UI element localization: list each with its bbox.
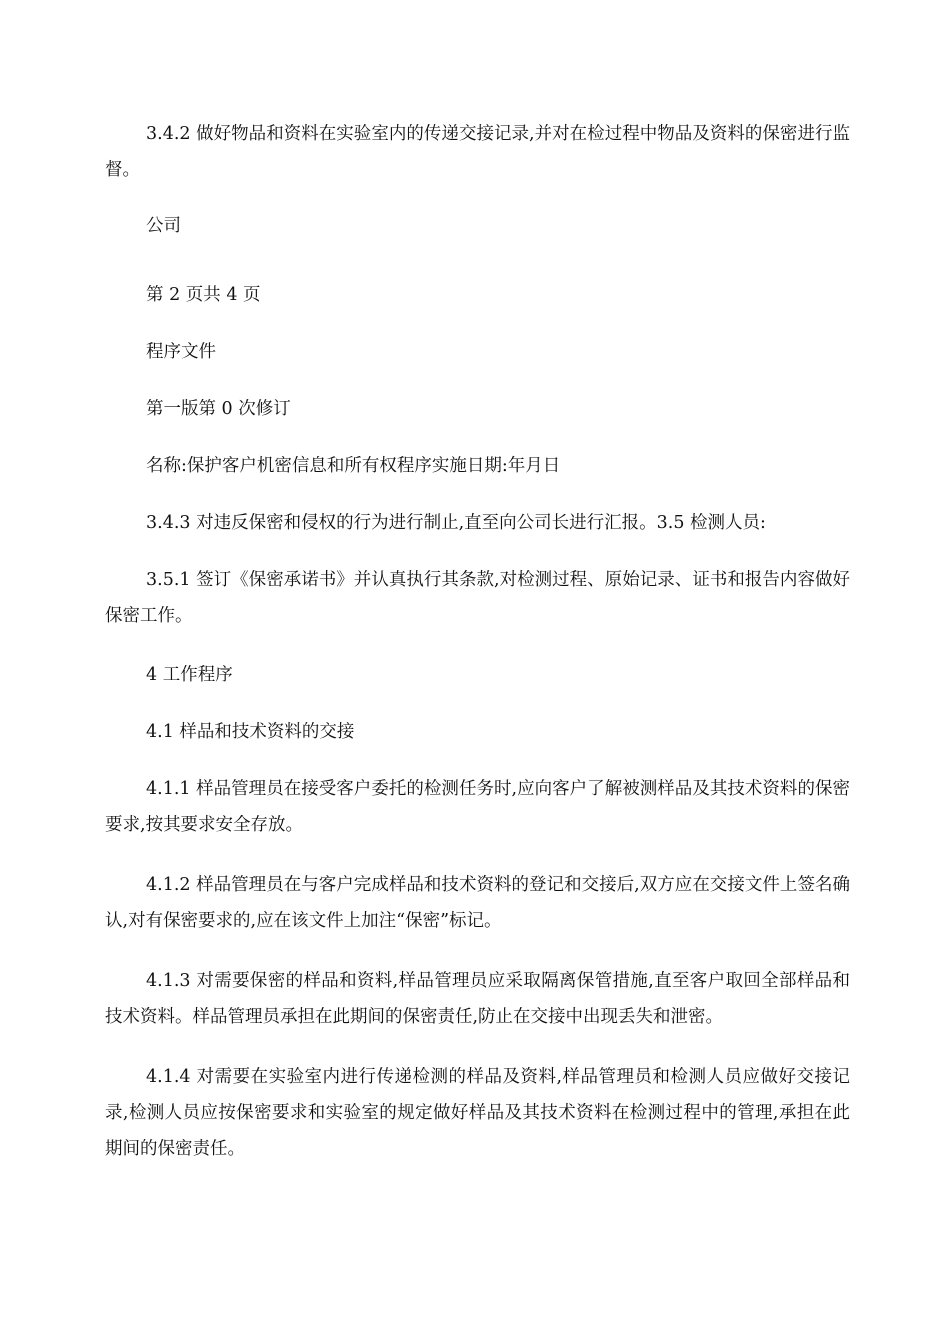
paragraph-3-4-2: 3.4.2 做好物品和资料在实验室内的传递交接记录,并对在检过程中物品及资料的保密进行监督。 <box>105 124 850 180</box>
paragraph-4-1-1: 4.1.1 样品管理员在接受客户委托的检测任务时,应向客户了解被测样品及其技术资料的保密要求,按其要求安全存放。 <box>105 779 850 835</box>
page-number: 第 2 页共 4 页 <box>146 285 261 305</box>
paragraph-3-4-3: 3.4.3 对违反保密和侵权的行为进行制止,直至向公司长进行汇报。3.5 检测人员: <box>146 513 766 533</box>
document-type: 程序文件 <box>146 342 216 362</box>
section-4-heading: 4 工作程序 <box>146 665 233 685</box>
paragraph-4-1-3: 4.1.3 对需要保密的样品和资料,样品管理员应采取隔离保管措施,直至客户取回全部样品和技术资料。样品管理员承担在此期间的保密责任,防止在交接中出现丢失和泄密。 <box>105 971 850 1027</box>
paragraph-4-1-4: 4.1.4 对需要在实验室内进行传递检测的样品及资料,样品管理员和检测人员应做好交接记录,检测人员应按保密要求和实验室的规定做好样品及其技术资料在检测过程中的管理,承担在此期间的保密责任。 <box>105 1067 850 1159</box>
revision-label: 第一版第 0 次修订 <box>146 399 291 419</box>
section-4-1-heading: 4.1 样品和技术资料的交接 <box>146 722 355 742</box>
paragraph-4-1-2: 4.1.2 样品管理员在与客户完成样品和技术资料的登记和交接后,双方应在交接文件上签名确认,对有保密要求的,应在该文件上加注“保密”标记。 <box>105 875 850 931</box>
company-label: 公司 <box>146 216 181 236</box>
document-name: 名称:保护客户机密信息和所有权程序实施日期:年月日 <box>146 456 561 476</box>
paragraph-3-5-1: 3.5.1 签订《保密承诺书》并认真执行其条款,对检测过程、原始记录、证书和报告内容做好保密工作。 <box>105 570 850 626</box>
